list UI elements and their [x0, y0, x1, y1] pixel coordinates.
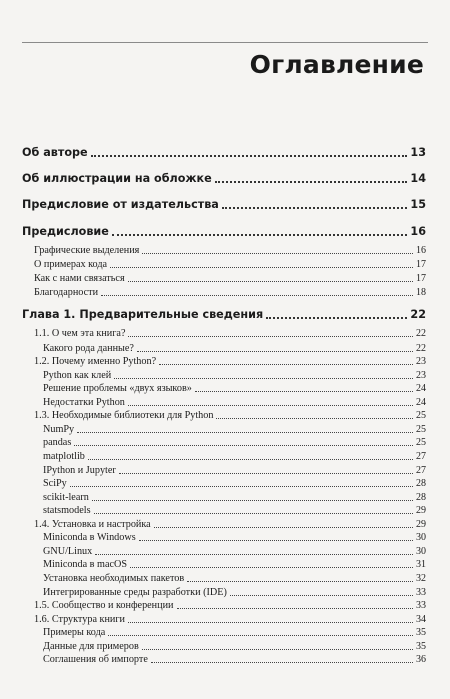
toc-entry[interactable] [34, 615, 426, 625]
toc-leader-dots [91, 155, 408, 157]
toc-leader-dots [195, 391, 413, 392]
toc-entry[interactable] [34, 274, 426, 284]
toc-entry-label: 1.5. Сообщество и конференции [34, 600, 174, 611]
toc-entry-label: matplotlib [43, 451, 85, 462]
toc-entry-label: Графические выделения [34, 245, 140, 256]
toc-leader-dots [137, 351, 413, 352]
toc-entry[interactable] [43, 479, 426, 489]
toc-entry-label: Глава 1. Предварительные сведения [22, 308, 264, 321]
toc-entry-page: 35 [416, 641, 426, 652]
toc-entry-page: 33 [416, 600, 426, 611]
toc-entry-label: Какого рода данные? [43, 343, 134, 354]
toc-entry[interactable] [43, 398, 426, 408]
toc-entry-page: 18 [416, 287, 426, 298]
toc-entry-page: 17 [416, 273, 426, 284]
toc-leader-dots [112, 234, 408, 236]
toc-entry-label: Python как клей [43, 370, 112, 381]
toc-leader-dots [215, 181, 408, 183]
toc-entry-page: 27 [416, 451, 426, 462]
toc-entry[interactable] [22, 147, 426, 158]
header-rule [22, 42, 428, 43]
toc-entry[interactable] [43, 438, 426, 448]
toc-entry-label: Данные для примеров [43, 641, 139, 652]
toc-entry[interactable] [34, 601, 426, 611]
toc-entry-page: 25 [416, 410, 426, 421]
toc-entry[interactable] [43, 533, 426, 543]
toc-entry-page: 25 [416, 437, 426, 448]
toc-leader-dots [222, 207, 408, 209]
toc-leader-dots [110, 267, 413, 268]
toc-entry-label: GNU/Linux [43, 546, 93, 557]
toc-leader-dots [187, 581, 413, 582]
toc-entry-label: Об иллюстрации на обложке [22, 172, 212, 185]
toc-entry[interactable] [34, 520, 426, 530]
toc-entry-label: Miniconda в macOS [43, 559, 128, 570]
toc-entry[interactable] [43, 560, 426, 570]
toc-entry-label: SciPy [43, 478, 67, 489]
toc-entry-page: 28 [416, 492, 426, 503]
toc-leader-dots [230, 595, 413, 596]
toc-leader-dots [88, 459, 413, 460]
toc-entry-label: 1.4. Установка и настройка [34, 519, 151, 530]
toc-leader-dots [114, 378, 413, 379]
toc-entry-label: Благодарности [34, 287, 99, 298]
toc-entry-label: Установка необходимых пакетов [43, 573, 185, 584]
toc-entry[interactable] [43, 547, 426, 557]
toc-entry-page: 31 [416, 559, 426, 570]
toc-leader-dots [128, 405, 413, 406]
toc-entry[interactable] [43, 344, 426, 354]
toc-leader-dots [108, 635, 413, 636]
toc-entry-label: statsmodels [43, 505, 91, 516]
toc-entry-page: 28 [416, 478, 426, 489]
toc-entry-label: scikit-learn [43, 492, 89, 503]
toc-entry-page: 33 [416, 587, 426, 598]
toc-entry[interactable] [43, 655, 426, 665]
toc-leader-dots [128, 336, 413, 337]
toc-entry[interactable] [43, 628, 426, 638]
toc-entry-label: Об авторе [22, 146, 88, 159]
toc-entry[interactable] [22, 173, 426, 184]
toc-entry-page: 16 [410, 225, 426, 238]
toc-entry-page: 29 [416, 505, 426, 516]
toc-entry-label: Miniconda в Windows [43, 532, 136, 543]
toc-entry-label: NumPy [43, 424, 75, 435]
toc-entry-label: Предисловие [22, 225, 109, 238]
toc-leader-dots [151, 662, 413, 663]
toc-leader-dots [142, 649, 413, 650]
toc-entry-page: 32 [416, 573, 426, 584]
toc-entry-label: Предисловие от издательства [22, 198, 219, 211]
toc-leader-dots [216, 418, 413, 419]
toc-entry-label: 1.3. Необходимые библиотеки для Python [34, 410, 214, 421]
toc-entry[interactable] [43, 466, 426, 476]
toc-entry-label: Решение проблемы «двух языков» [43, 383, 192, 394]
toc-entry[interactable] [34, 288, 426, 298]
toc-leader-dots [154, 527, 413, 528]
toc-leader-dots [128, 281, 413, 282]
toc-entry-page: 14 [410, 172, 426, 185]
toc-entry-page: 34 [416, 614, 426, 625]
toc-entry-label: 1.2. Почему именно Python? [34, 356, 157, 367]
toc-entry[interactable] [43, 384, 426, 394]
toc-entry-page: 23 [416, 356, 426, 367]
toc-leader-dots [95, 554, 413, 555]
toc-leader-dots [159, 364, 413, 365]
toc-entry-page: 35 [416, 627, 426, 638]
toc-entry-page: 16 [416, 245, 426, 256]
toc-entry[interactable] [22, 309, 426, 320]
toc-entry[interactable] [34, 357, 426, 367]
toc-leader-dots [266, 317, 407, 319]
toc-leader-dots [130, 567, 413, 568]
toc-entry-label: Как с нами связаться [34, 273, 125, 284]
toc-entry-page: 25 [416, 424, 426, 435]
toc-entry[interactable] [43, 574, 426, 584]
toc-entry[interactable] [22, 199, 426, 210]
toc-entry-label: Интегрированные среды разработки (IDE) [43, 587, 227, 598]
toc-entry-label: Примеры кода [43, 627, 106, 638]
toc-entry[interactable] [34, 246, 426, 256]
toc-entry-page: 13 [410, 146, 426, 159]
toc-entry-page: 27 [416, 465, 426, 476]
toc-leader-dots [94, 513, 413, 514]
toc-entry-label: IPython и Jupyter [43, 465, 116, 476]
toc-entry-page: 23 [416, 370, 426, 381]
toc-entry[interactable] [43, 371, 426, 381]
toc-entry-page: 15 [410, 198, 426, 211]
toc-leader-dots [139, 540, 413, 541]
toc-entry-page: 24 [416, 397, 426, 408]
toc-entry[interactable] [34, 411, 426, 421]
toc-leader-dots [70, 486, 413, 487]
toc-leader-dots [142, 253, 413, 254]
toc-entry-label: pandas [43, 437, 72, 448]
toc-entry-label: О примерах кода [34, 259, 108, 270]
toc-entry[interactable] [34, 260, 426, 270]
toc-leader-dots [119, 473, 413, 474]
toc-entry-label: 1.6. Структура книги [34, 614, 125, 625]
toc-entry-page: 22 [410, 308, 426, 321]
toc-entry-page: 29 [416, 519, 426, 530]
toc-leader-dots [77, 432, 413, 433]
toc-entry-page: 17 [416, 259, 426, 270]
toc-entry-label: 1.1. О чем эта книга? [34, 328, 126, 339]
toc-leader-dots [177, 608, 414, 609]
toc-entry[interactable] [43, 452, 426, 462]
toc-entry-label: Соглашения об импорте [43, 654, 148, 665]
toc-entry[interactable] [34, 329, 426, 339]
toc-leader-dots [101, 295, 413, 296]
toc-leader-dots [92, 500, 413, 501]
toc-entry[interactable] [43, 493, 426, 503]
toc-entry-page: 22 [416, 328, 426, 339]
toc-entry-page: 24 [416, 383, 426, 394]
toc-entry[interactable] [43, 425, 426, 435]
toc-entry-page: 36 [416, 654, 426, 665]
toc-entry[interactable] [22, 226, 426, 237]
toc-entry[interactable] [43, 506, 426, 516]
toc-entry-page: 22 [416, 343, 426, 354]
page-title: Оглавление [249, 50, 424, 79]
toc-entry-label: Недостатки Python [43, 397, 125, 408]
toc-leader-dots [128, 622, 413, 623]
toc-entry[interactable] [43, 642, 426, 652]
toc-entry-page: 30 [416, 546, 426, 557]
toc-leader-dots [74, 445, 413, 446]
toc-entry[interactable] [43, 588, 426, 598]
toc-entry-page: 30 [416, 532, 426, 543]
